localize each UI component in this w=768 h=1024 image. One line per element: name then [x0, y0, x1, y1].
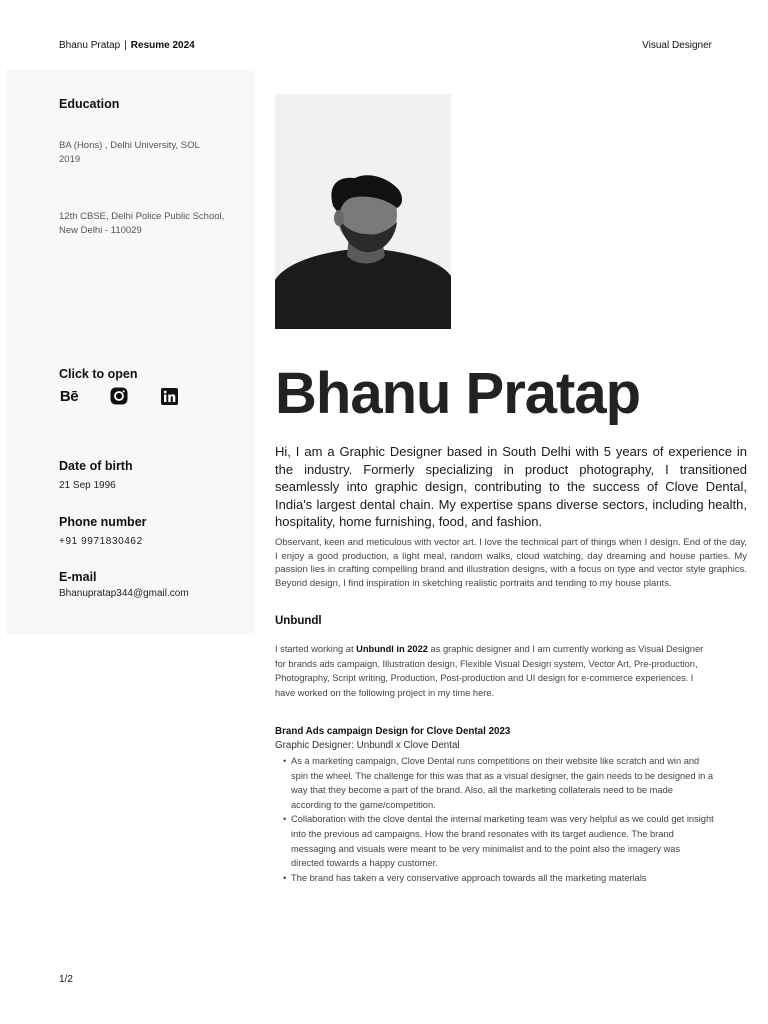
header-doc-title: Resume 2024	[130, 40, 195, 51]
work-text-post: as graphic designer and I am currently working as Visual Designer for brands ads campaign, Illustration design, Flexible Visual Design system, Vector Art, Pre-production, Photography, Script writing, Production, Post-production and UI design for e-commerce experiences. I have worked on the following project in my time here.	[275, 644, 704, 698]
education-item-12th-line1: 12th CBSE, Delhi Police Public School,	[59, 211, 225, 222]
page-number: 1/2	[59, 974, 73, 985]
project-title: Brand Ads campaign Design for Clove Dental 2023	[275, 726, 511, 737]
work-text-pre: I started working at	[275, 644, 357, 654]
social-links	[59, 387, 209, 405]
list-item: • The brand has taken a very conservative approach towards all the marketing materials	[283, 871, 715, 886]
work-description	[275, 642, 715, 700]
page-header-left	[59, 40, 195, 51]
main-name: Bhanu Pratap	[275, 361, 641, 426]
behance-icon[interactable]: Bē	[59, 387, 79, 405]
company-heading: Unbundl	[275, 615, 322, 627]
instagram-icon[interactable]	[109, 387, 129, 405]
dob-heading: Date of birth	[59, 459, 133, 473]
email-heading: E-mail	[59, 570, 97, 584]
phone-value: +91 9971830462	[59, 536, 143, 547]
education-item-ba	[59, 139, 200, 167]
links-heading: Click to open	[59, 367, 138, 381]
education-heading: Education	[59, 97, 120, 111]
header-name: Bhanu Pratap	[59, 40, 121, 51]
intro-paragraph: Hi, I am a Graphic Designer based in South Delhi with 5 years of experience in the industry. Formerly specializing in product photography, I transitioned seamlessly into graphic design, contributing to the success of Clove Dental, India's largest dental chain. My expertise spans diverse sectors, including health, hospitality, home furnishing, food, and fashion.	[275, 444, 747, 529]
list-item: • Collaboration with the clove dental the internal marketing team was very helpful as we could get insight into the previous ad campaigns. How the brand resonates with its target audience. The brand messaging and visuals were meant to be very minimalist and to the point also the imagery was directed towards a happy customer.	[283, 812, 715, 870]
profile-photo	[275, 94, 451, 329]
education-item-ba-line1: BA (Hons) , Delhi University, SOL	[59, 140, 200, 151]
about-paragraph: Observant, keen and meticulous with vector art. I love the technical part of things when I design. End of the day, I enjoy a good production, a light meal, random walks, cloud watching, day dreaming and house parties. My passion lies in crafting compelling brand and illustration designs, with a focus on type and vector style graphics. Beyond design, I find inspiration in sketching realistic portraits and tending to my house plants.	[275, 537, 747, 589]
header-role: Visual Designer	[642, 40, 712, 51]
header-separator: |	[124, 40, 127, 51]
project-bullets	[283, 754, 715, 885]
list-item: • As a marketing campaign, Clove Dental runs competitions on their website like scratch and win and spin the wheel. The challenge for this was that as a visual designer, the gain needs to be designed in a way that they become a part of the brand. Also, all the marketing collaterals need to be made according to the game/competition.	[283, 754, 715, 812]
email-value: Bhanupratap344@gmail.com	[59, 588, 189, 599]
linkedin-icon[interactable]	[159, 387, 179, 405]
dob-value: 21 Sep 1996	[59, 480, 116, 491]
phone-heading: Phone number	[59, 515, 147, 529]
education-item-ba-line2: 2019	[59, 154, 81, 165]
education-item-12th	[59, 210, 224, 238]
project-role: Graphic Designer: Unbundl x Clove Dental	[275, 740, 460, 751]
education-item-12th-line2: New Delhi - 110029	[59, 225, 142, 236]
work-text-bold: Unbundl in 2022	[356, 644, 428, 654]
